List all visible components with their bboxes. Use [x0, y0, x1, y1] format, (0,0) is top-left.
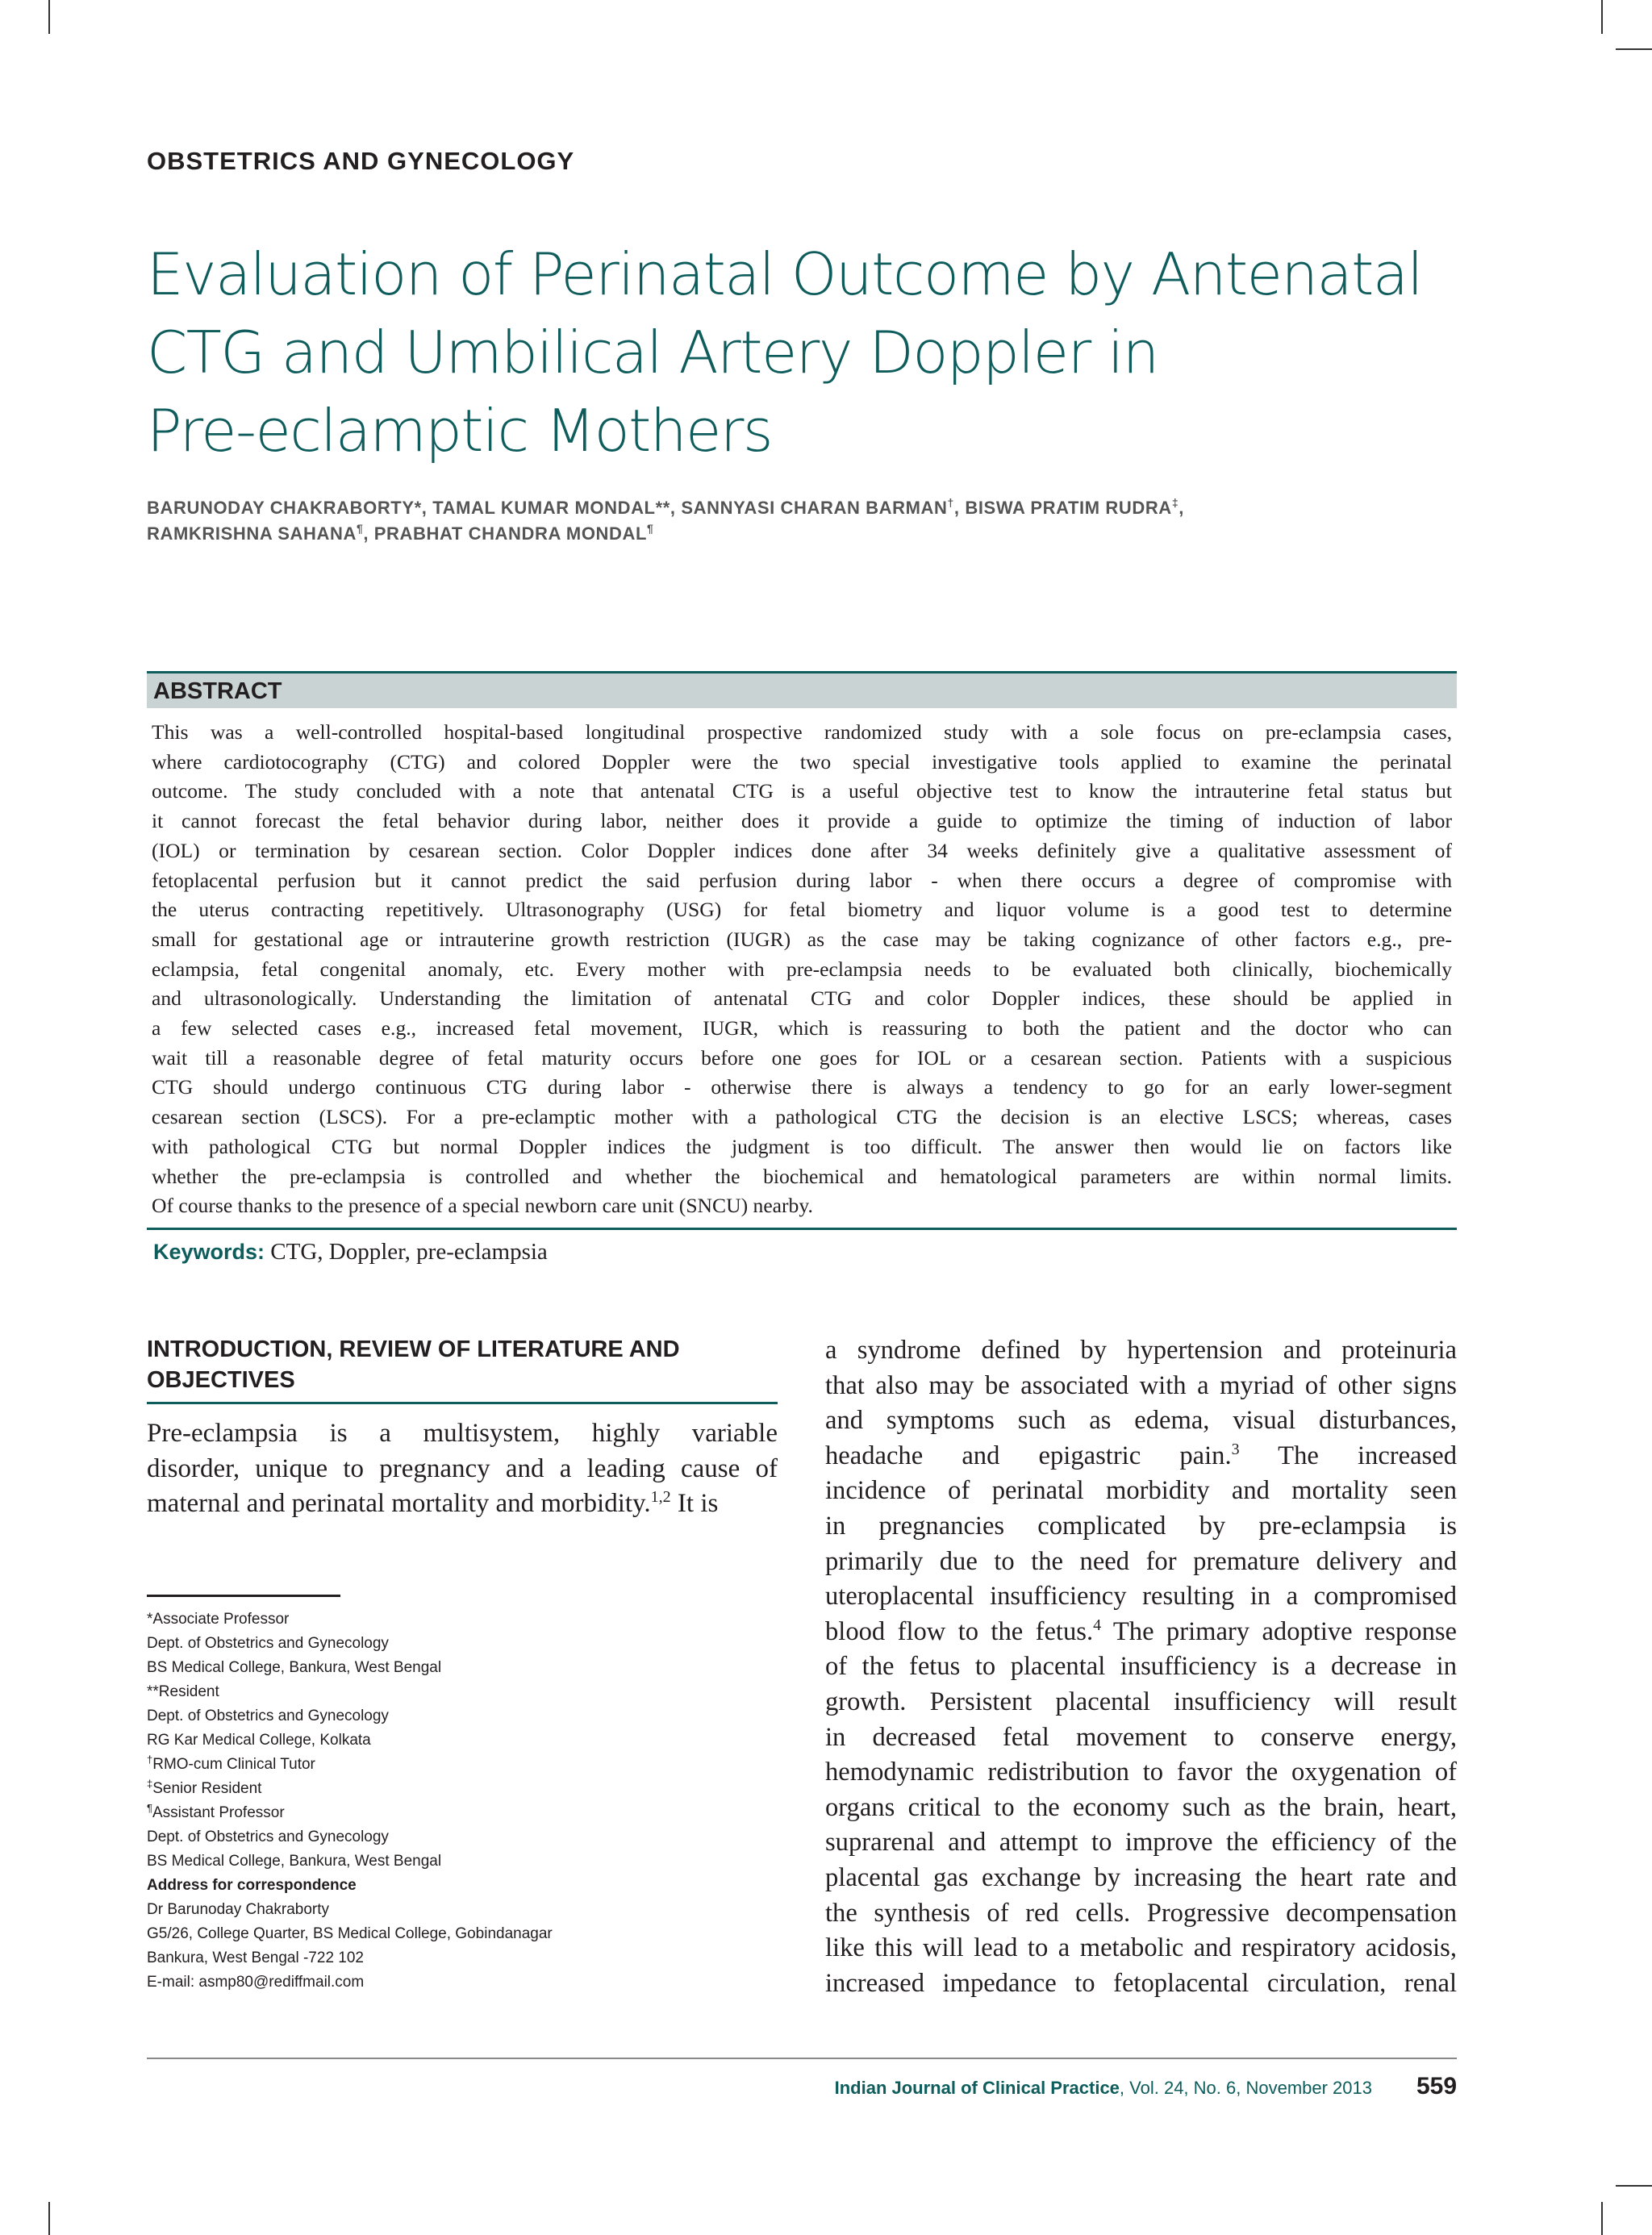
citation-ref[interactable]: 1,2 [650, 1488, 671, 1506]
body-text: The primary adoptive response [1101, 1616, 1457, 1646]
journal-issue: , Vol. 24, No. 6, November 2013 [1119, 2078, 1372, 2098]
abstract-line: small for gestational age or intrauterine growth restriction (IUGR) as the case may be taking cognizance of other factors e.g., pre- [152, 927, 1452, 951]
abstract-line: This was a well-controlled hospital-based longitudinal prospective randomized study with a sole focus on pre-eclampsia cases, [152, 720, 1452, 744]
abstract-line: outcome. The study concluded with a note that antenatal CTG is a useful objective test to know the intrauterine fetal status but [152, 779, 1452, 803]
author-mark: ¶ [647, 522, 654, 535]
body-text: maternal and perinatal mortality and morbidity. [147, 1489, 651, 1518]
abstract-line: eclampsia, fetal congenital anomaly, etc. Every mother with pre-eclampsia needs to be evaluated both clinically, biochemically [152, 957, 1452, 981]
crop-mark-top-left [48, 0, 50, 34]
body-line: like this will lead to a metabolic and respiratory acidosis, [825, 1933, 1457, 1963]
footnote-line: Dept. of Obstetrics and Gynecology [147, 1708, 389, 1724]
crop-mark-bottom-right-v [1601, 2202, 1603, 2235]
correspondence-heading: Address for correspondence [147, 1877, 357, 1894]
footer-rule [147, 2058, 1457, 2059]
footnote-mark: ¶ [147, 1802, 152, 1814]
abstract-line: Of course thanks to the presence of a special newborn care unit (SNCU) nearby. [152, 1194, 813, 1218]
title-line: CTG and Umbilical Artery Doppler in [147, 319, 1158, 386]
body-text: blood flow to the fetus. [825, 1616, 1094, 1646]
article-title [147, 236, 1423, 470]
footnote-text: Senior Resident [152, 1780, 262, 1797]
footnote-text: RMO-cum Clinical Tutor [152, 1756, 315, 1773]
crop-mark-top-right-h [1616, 48, 1652, 50]
author-text: RAMKRISHNA SAHANA [147, 523, 357, 544]
body-line: incidence of perinatal morbidity and mortality seen [825, 1476, 1457, 1506]
citation-ref[interactable]: 4 [1093, 1616, 1102, 1634]
footnote-line [147, 1801, 792, 1825]
author-list [147, 495, 1518, 547]
body-line [825, 1439, 1457, 1474]
abstract-line: whether the pre-eclampsia is controlled and whether the biochemical and hematological parameters are within normal limits. [152, 1164, 1452, 1188]
abstract-line: cesarean section (LSCS). For a pre-eclamptic mother with a pathological CTG the decision is an elective LSCS; whereas, cases [152, 1105, 1452, 1129]
crop-mark-top-right-v [1601, 0, 1603, 34]
intro-heading [147, 1334, 776, 1395]
body-line: placental gas exchange by increasing the heart rate and [825, 1862, 1457, 1892]
correspondence-email[interactable]: E-mail: asmp80@rediffmail.com [147, 1974, 365, 1991]
footnote-rule [147, 1595, 340, 1597]
keywords-label: Keywords: [153, 1240, 265, 1264]
author-mark: ‡ [1171, 496, 1179, 509]
author-text: , PRABHAT CHANDRA MONDAL [363, 523, 648, 544]
abstract-line: where cardiotocography (CTG) and colored Doppler were the two special investigative tools applied to examine the perinatal [152, 749, 1452, 773]
author-text: BARUNODAY CHAKRABORTY*, TAMAL KUMAR MONDAL**, SANNYASI CHARAN BARMAN [147, 498, 948, 518]
abstract-line: a few selected cases e.g., increased fetal movement, IUGR, which is reassuring to both the patient and the doctor who can [152, 1016, 1452, 1040]
footnote-line: Dept. of Obstetrics and Gynecology [147, 1828, 389, 1845]
body-line: the synthesis of red cells. Progressive decompensation [825, 1898, 1457, 1928]
footnote-line: Dr Barunoday Chakraborty [147, 1901, 329, 1918]
intro-heading-line: INTRODUCTION, REVIEW OF LITERATURE AND [147, 1336, 680, 1362]
footnote-line: BS Medical College, Bankura, West Bengal [147, 1853, 442, 1870]
footnote-line: BS Medical College, Bankura, West Bengal [147, 1659, 442, 1676]
abstract-line: it cannot forecast the fetal behavior during labor, neither does it provide a guide to optimize the timing of induction of labor [152, 809, 1452, 833]
body-line: growth. Persistent placental insufficiency will result [825, 1687, 1457, 1716]
keywords [153, 1239, 548, 1266]
crop-mark-bottom-left [48, 2202, 50, 2235]
footnote-text: Assistant Professor [152, 1804, 285, 1821]
abstract-heading: ABSTRACT [153, 678, 282, 704]
body-text: It is [670, 1489, 719, 1518]
footnote-line: RG Kar Medical College, Kolkata [147, 1732, 371, 1749]
abstract-body [152, 718, 1452, 1221]
journal-name: Indian Journal of Clinical Practice [834, 2078, 1120, 2098]
citation-ref[interactable]: 3 [1231, 1440, 1240, 1458]
author-mark: ¶ [356, 522, 364, 535]
body-line: suprarenal and attempt to improve the efficiency of the [825, 1828, 1457, 1858]
intro-heading-line: OBJECTIVES [147, 1367, 295, 1393]
footnote-line: Bankura, West Bengal -722 102 [147, 1949, 364, 1966]
journal-section-label: OBSTETRICS AND GYNECOLOGY [147, 147, 575, 175]
abstract-line: CTG should undergo continuous CTG during labor - otherwise there is always a tendency to go for an early lower-segment [152, 1075, 1452, 1099]
author-text: , BISWA PRATIM RUDRA [953, 498, 1172, 518]
body-line: Pre-eclampsia is a multisystem, highly variable [147, 1419, 778, 1448]
footnote-line: G5/26, College Quarter, BS Medical College, Gobindanagar [147, 1925, 553, 1942]
footnote-mark: ‡ [147, 1778, 153, 1790]
intro-paragraph [147, 1416, 778, 1522]
abstract-line: wait till a reasonable degree of fetal maturity occurs before one goes for IOL or a cesarean section. Patients with a suspicious [152, 1045, 1452, 1070]
footnote-line [147, 1753, 792, 1777]
body-line: in pregnancies complicated by pre-eclampsia is [825, 1511, 1457, 1541]
footnote-mark: † [147, 1753, 153, 1766]
intro-heading-rule [147, 1402, 778, 1404]
body-line: in decreased fetal movement to conserve energy, [825, 1722, 1457, 1752]
body-line: uteroplacental insufficiency resulting in a compromised [825, 1582, 1457, 1612]
abstract-line: fetoplacental perfusion but it cannot predict the said perfusion during labor - when there occurs a degree of compromise with [152, 868, 1452, 892]
title-line: Evaluation of Perinatal Outcome by Antenatal [147, 240, 1423, 308]
body-line: organs critical to the economy such as the brain, heart, [825, 1792, 1457, 1822]
abstract-bottom-rule [147, 1228, 1457, 1230]
journal-footer [835, 2078, 1372, 2099]
keywords-text: CTG, Doppler, pre-eclampsia [265, 1239, 548, 1265]
body-text: The increased [1239, 1441, 1457, 1470]
author-line [147, 521, 1518, 547]
footnote-line: **Resident [147, 1683, 219, 1700]
crop-mark-bottom-right-h [1616, 2185, 1652, 2187]
abstract-line: with pathological CTG but normal Doppler indices the judgment is too difficult. The answer then would lie on factors like [152, 1134, 1452, 1158]
body-line: and symptoms such as edema, visual disturbances, [825, 1406, 1457, 1436]
body-line: increased impedance to fetoplacental circulation, renal [825, 1968, 1457, 1998]
page-number: 559 [1416, 2073, 1458, 2099]
abstract-line: (IOL) or termination by cesarean section. Color Doppler indices done after 34 weeks definitely give a qualitative assessment of [152, 838, 1452, 862]
body-line: disorder, unique to pregnancy and a leading cause of [147, 1453, 778, 1483]
body-line: hemodynamic redistribution to favor the oxygenation of [825, 1758, 1457, 1787]
body-line [147, 1487, 778, 1522]
abstract-heading-bar [147, 671, 1457, 708]
body-line [825, 1615, 1457, 1650]
body-line: of the fetus to placental insufficiency is a decrease in [825, 1652, 1457, 1682]
body-text: headache and epigastric pain. [825, 1441, 1232, 1470]
author-text: , [1179, 498, 1184, 518]
body-line: that also may be associated with a myriad of other signs [825, 1370, 1457, 1400]
footnote-line: Dept. of Obstetrics and Gynecology [147, 1635, 389, 1652]
author-mark: † [947, 496, 954, 509]
abstract-line: the uterus contracting repetitively. Ultrasonography (USG) for fetal biometry and liquor volume is a good test to determine [152, 898, 1452, 922]
body-line: a syndrome defined by hypertension and proteinuria [825, 1336, 1457, 1365]
author-line [147, 495, 1518, 521]
footnote-line [147, 1777, 792, 1801]
author-footnotes [147, 1607, 792, 1995]
footnote-line: *Associate Professor [147, 1611, 290, 1628]
abstract-line: and ultrasonologically. Understanding the limitation of antenatal CTG and color Doppler indices, these should be applied in [152, 986, 1452, 1011]
body-line: primarily due to the need for premature delivery and [825, 1546, 1457, 1576]
body-right-column [825, 1333, 1457, 2001]
title-line: Pre-eclamptic Mothers [147, 397, 772, 465]
